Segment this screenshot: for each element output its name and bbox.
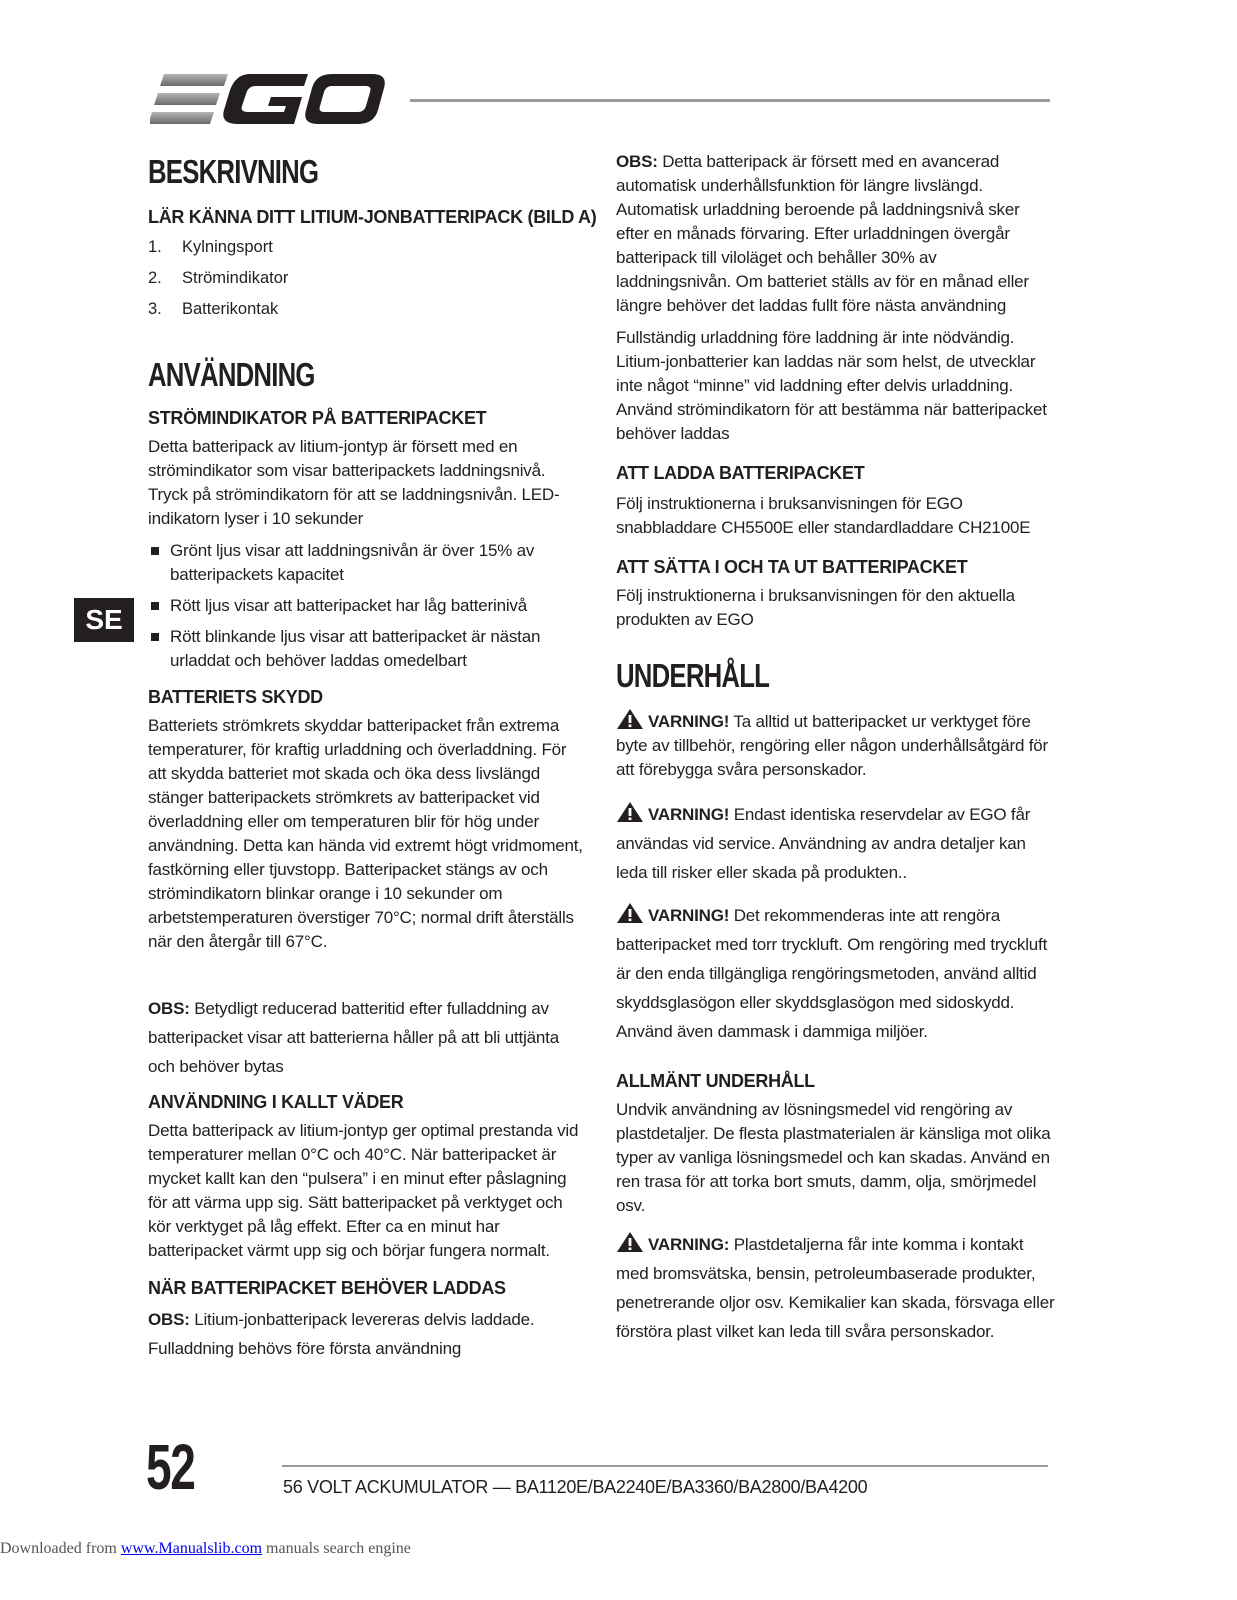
cold-weather-text: Detta batteripack av litium-jontyp ger optimal prestanda vid temperaturer mellan 0°C och 40°C. När batteripacket är mycket kallt kan den “pulsera” i en minut efter påslagning för att värma upp sig. Sätt batteripacket på verktyget och kör verktyget på låg effekt. Efter ca en minut har batteripacket värmt upp sig och börjar fungera normalt. xyxy=(148,1121,579,1260)
language-tab: SE xyxy=(74,598,134,642)
warning-icon xyxy=(616,1231,644,1253)
obs-note-battery-life: OBS: Betydligt reducerad batteritid efter fulladdning av batteripacket visar att batterierna håller på att bli uttjänta och behöver bytas xyxy=(148,999,559,1076)
section-title-anvandning: ANVÄNDNING xyxy=(148,356,315,393)
parts-list xyxy=(148,232,588,325)
footer-rule xyxy=(282,1465,1048,1467)
right-column xyxy=(616,150,1056,1346)
section-title-underhall: UNDERHÅLL xyxy=(616,657,770,694)
insert-remove-text: Följ instruktionerna i bruksanvisningen för den aktuella produkten av EGO xyxy=(616,586,1015,629)
warning-plastic-parts: VARNING: Plastdetaljerna får inte komma i kontakt med bromsvätska, bensin, petroleumbaserade produkter, penetrerande oljor osv. Kemikalier kan skada, försvaga eller förstöra plast vilket kan leda till svåra personskador. xyxy=(616,1230,1056,1346)
list-item: 1. Kylningsport xyxy=(148,238,273,256)
list-item: 2. Strömindikator xyxy=(148,269,289,287)
battery-protection-text: Batteriets strömkrets skyddar batteripacket från extrema temperaturer, för kraftig urladdning och överladdning. För att skydda batteriet mot skada och öka dess livslängd stänger batteripackets strömkrets av batteripacket vid överladdning eller om temperaturen blir för hög under användning. Detta kan hända vid extremt högt vridmoment, fastkörning eller tjuvstopp. Batteripacket stängs av och strömindikatorn blinkar orange i 10 sekunder om arbetstemperaturen överstiger 70°C; normal drift återställs när den återgår till 67°C. xyxy=(148,716,583,951)
subtitle-battery-protection: BATTERIETS SKYDD xyxy=(148,687,323,707)
charging-text: Följ instruktionerna i bruksanvisningen för EGO snabbladdare CH5500E eller standardladdare CH2100E xyxy=(616,494,1031,537)
header-rule xyxy=(410,99,1050,102)
download-credit: Downloaded from www.Manualslib.com manuals search engine xyxy=(0,1540,411,1557)
left-column xyxy=(148,150,597,1363)
general-maintenance-text: Undvik användning av lösningsmedel vid rengöring av plastdetaljer. De flesta plastmaterialen är känsliga mot olika typer av vanliga lösningsmedel och kan skadas. Använd en ren trasa för att torka bort smuts, damm, olja, smörjmedel osv. xyxy=(616,1100,1051,1215)
warning-icon xyxy=(616,902,644,924)
full-discharge-text: Fullständig urladdning före laddning är inte nödvändig. Litium-jonbatterier kan laddas när som helst, de utvecklar inte något “minne” vid laddning efter delvis urladdning. Använd strömindikatorn för att bestämma när batteripacket behöver laddas xyxy=(616,328,1047,443)
subtitle-insert-remove: ATT SÄTTA I OCH TA UT BATTERIPACKET xyxy=(616,557,968,577)
list-item: 3. Batterikontak xyxy=(148,300,279,318)
subtitle-needs-charging: NÄR BATTERIPACKET BEHÖVER LADDAS xyxy=(148,1278,506,1298)
footer-title: 56 VOLT ACKUMULATOR — BA1120E/BA2240E/BA3360/BA2800/BA4200 xyxy=(283,1477,868,1497)
subtitle-charging: ATT LADDA BATTERIPACKET xyxy=(616,463,865,483)
list-item: Rött blinkande ljus visar att batteripacket är nästan urladdat och behöver laddas omedelbart xyxy=(148,625,588,673)
subtitle-battery-parts: LÄR KÄNNA DITT LITIUM-JONBATTERIPACK (BILD A) xyxy=(148,207,597,227)
subtitle-power-indicator: STRÖMINDIKATOR PÅ BATTERIPACKET xyxy=(148,408,487,428)
subtitle-general-maintenance: ALLMÄNT UNDERHÅLL xyxy=(616,1071,815,1091)
ego-logo xyxy=(150,70,385,130)
power-indicator-text: Detta batteripack av litium-jontyp är försett med en strömindikator som visar batteripackets laddningsnivå. Tryck på strömindikatorn för att se laddningsnivån. LED-indikatorn lyser i 10 sekunder xyxy=(148,437,560,528)
warning-icon xyxy=(616,801,644,823)
warning-icon xyxy=(616,708,644,730)
obs-note-delivery-charge: OBS: Litium-jonbatteripack levereras delvis laddade. Fulladdning behövs före första användning xyxy=(148,1310,535,1358)
warning-compressed-air: VARNING! Det rekommenderas inte att rengöra batteripacket med torr tryckluft. Om rengöring med tryckluft är den enda tillgängliga rengöringsmetoden, använd alltid skyddsglasögon eller skyddsglasögon med sidoskydd. Använd även dammask i dammiga miljöer. xyxy=(616,901,1056,1046)
page-number: 52 xyxy=(146,1431,195,1503)
manualslib-link[interactable]: www.Manualslib.com xyxy=(120,1540,263,1557)
obs-note-maintenance-function: OBS: Detta batteripack är försett med en avancerad automatisk underhållsfunktion för längre livslängd. Automatisk urladdning beroende på laddningsnivå sker efter en månads förvaring. Efter urladdningen övergår batteripack till viloläget och behåller 30% av laddningsnivån. Om batteriet ställs av för en månad eller längre behöver det laddas fullt före nästa användning xyxy=(616,152,1029,315)
warning-remove-battery: VARNING! Ta alltid ut batteripacket ur verktyget före byte av tillbehör, rengöring eller någon underhållsåtgärd för att förebygga svåra personskador. xyxy=(616,708,1056,782)
section-title-beskrivning: BESKRIVNING xyxy=(148,153,319,190)
list-item: Grönt ljus visar att laddningsnivån är över 15% av batteripackets kapacitet xyxy=(148,539,588,587)
warning-identical-parts: VARNING! Endast identiska reservdelar av EGO får användas vid service. Användning av andra detaljer kan leda till risker eller skada på produkten.. xyxy=(616,800,1056,887)
indicator-bullets xyxy=(148,539,588,673)
subtitle-cold-weather: ANVÄNDNING I KALLT VÄDER xyxy=(148,1092,404,1112)
list-item: Rött ljus visar att batteripacket har låg batterinivå xyxy=(148,594,588,618)
